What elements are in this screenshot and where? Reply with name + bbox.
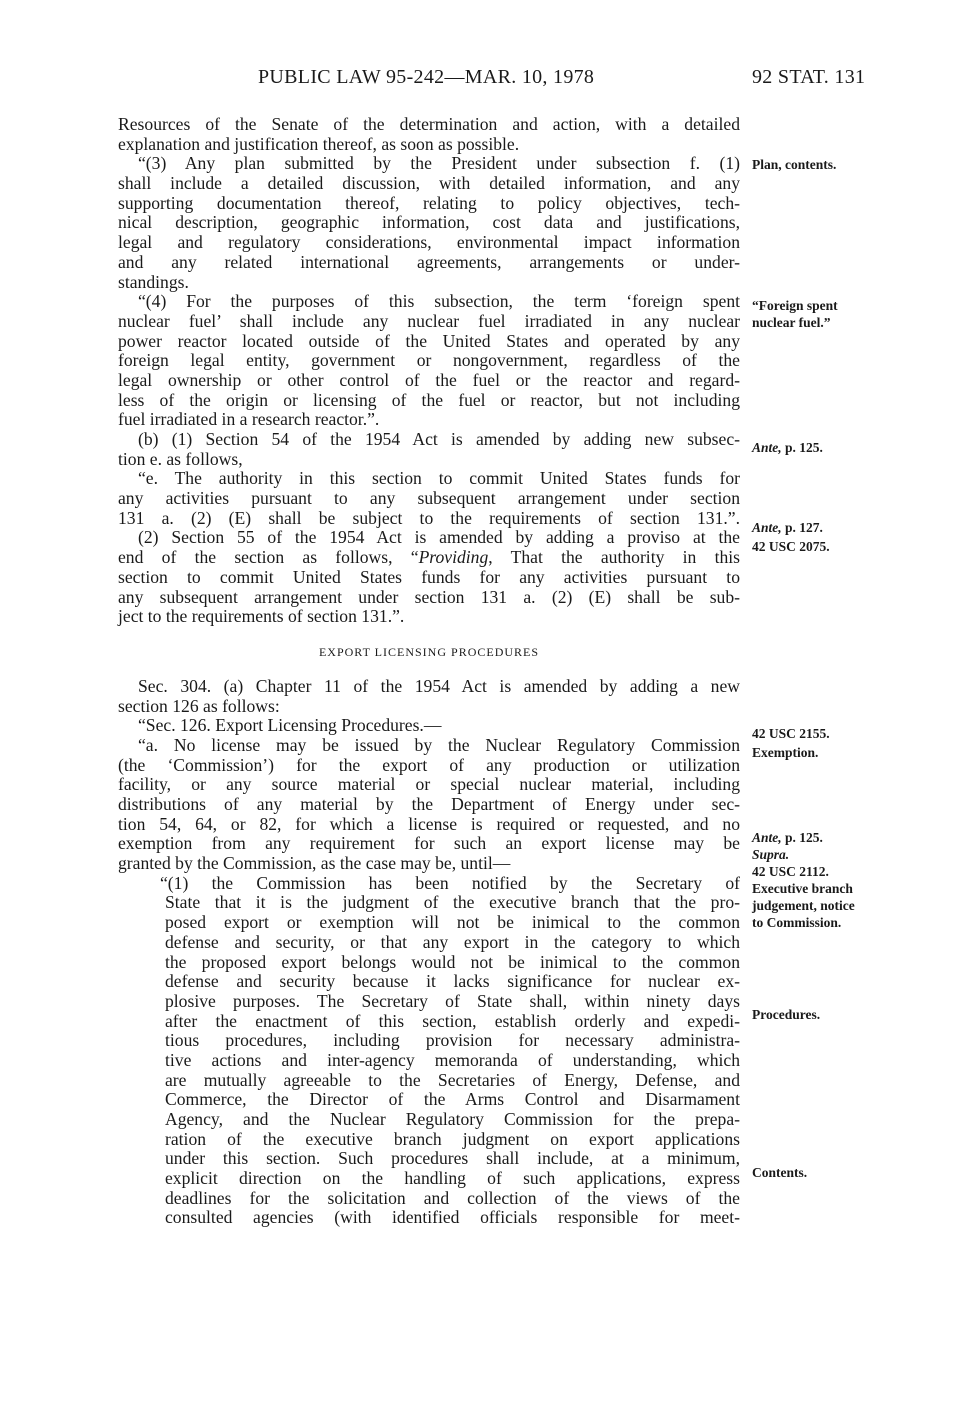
text-line: “(1) the Commission has been notified by the Secretary of <box>160 872 740 893</box>
text-line: 131 a. (2) (E) shall be subject to the requirements of section 131.”. <box>118 507 740 528</box>
text-line: any activities pursuant to any subsequent arrangement under section <box>118 488 740 509</box>
margin-note-executive-3: to Commission. <box>752 915 842 930</box>
text-line: power reactor located outside of the United States and operated by any <box>118 330 740 351</box>
margin-note-exemption: Exemption. <box>752 745 819 760</box>
margin-note-ante-page: p. 125. <box>781 830 823 845</box>
margin-note-usc-2075: 42 USC 2075. <box>752 539 830 554</box>
text-line: legal and regulatory considerations, environmental impact information <box>118 232 740 253</box>
text-line <box>118 548 740 568</box>
text-line: (the ‘Commission’) for the export of any production or utilization <box>118 754 740 775</box>
text-line: (2) Section 55 of the 1954 Act is amended by adding a proviso at the <box>138 527 740 548</box>
text-line: tious procedures, including provision for necessary administra- <box>165 1030 740 1051</box>
margin-note-foreign-spent-2: nuclear fuel.” <box>752 315 831 330</box>
margin-note-contents: Contents. <box>752 1165 808 1180</box>
text-line: after the enactment of this section, establish orderly and expedi- <box>165 1010 740 1031</box>
text-line: shall include a detailed discussion, with detailed information, and any <box>118 173 740 194</box>
text-line: section to commit United States funds for any activities pursuant to <box>118 566 740 587</box>
text-line: nical description, geographic information, cost data and justifications, <box>118 212 740 233</box>
text-line: Resources of the Senate of the determination and action, with a detailed <box>118 114 740 134</box>
text-line: nuclear fuel’ shall include any nuclear fuel irradiated in any nuclear <box>118 310 740 331</box>
text-line: any subsequent arrangement under section 131 a. (2) (E) shall be sub- <box>118 586 740 607</box>
text-line: tion 54, 64, or 82, for which a license is required or requested, and no <box>118 813 740 834</box>
margin-note-ante-page: p. 125. <box>781 440 823 455</box>
margin-note-ante-125-a <box>752 439 823 456</box>
margin-note-ante-125-b <box>752 829 823 846</box>
text-line: tive actions and inter-agency memoranda of understanding, which <box>165 1049 740 1070</box>
text-line: “(4) For the purposes of this subsection, the term ‘foreign spent <box>138 291 740 312</box>
text-line: exemption from any requirement for such an export license may be <box>118 833 740 854</box>
text-segment: , That the authority in this <box>488 547 740 568</box>
text-line: “a. No license may be issued by the Nuclear Regulatory Commission <box>138 734 740 755</box>
statute-text-body <box>118 115 740 1228</box>
text-line: defense and security because it lacks significance for nuclear ex- <box>165 971 740 992</box>
text-line: are mutually agreeable to the Secretaries of Energy, Defense, and <box>165 1069 740 1090</box>
text-line: consulted agencies (with identified officials responsible for meet- <box>165 1207 740 1228</box>
italic-term: Providing <box>418 547 489 568</box>
text-line: Commerce, the Director of the Arms Control and Disarmament <box>165 1089 740 1110</box>
text-line: State that it is the judgment of the executive branch that the pro- <box>165 892 740 913</box>
section-heading: EXPORT LICENSING PROCEDURES <box>318 644 540 659</box>
text-line: defense and security, or that any export in the category to which <box>165 931 740 952</box>
text-line: the proposed export belongs would not be inimical to the common <box>165 951 740 972</box>
text-line: deadlines for the solicitation and collection of the views of the <box>165 1187 740 1208</box>
margin-note-usc-2155: 42 USC 2155. <box>752 726 830 741</box>
text-line: distributions of any material by the Department of Energy under sec- <box>118 794 740 814</box>
text-line: less of the origin or licensing of the fuel or reactor, but not including <box>118 389 740 410</box>
text-line: Sec. 304. (a) Chapter 11 of the 1954 Act is amended by adding a new <box>138 675 740 696</box>
text-line: foreign legal entity, government or nongovernment, regardless of the <box>118 350 740 371</box>
text-line: “e. The authority in this section to commit United States funds for <box>138 468 740 489</box>
margin-note-supra: Supra. <box>752 847 790 862</box>
text-line: plosive purposes. The Secretary of State shall, within ninety days <box>165 990 740 1011</box>
text-line: and any related international agreements, arrangements or under- <box>118 251 740 272</box>
running-header-title: PUBLIC LAW 95-242—MAR. 10, 1978 <box>258 66 595 88</box>
text-line: standings. <box>118 271 189 292</box>
text-line: facility, or any source material or special nuclear material, including <box>118 774 740 795</box>
margin-note-executive-1: Executive branch <box>752 881 853 896</box>
page-statute-number: 92 STAT. 131 <box>752 66 866 88</box>
text-line: (b) (1) Section 54 of the 1954 Act is amended by adding new subsec- <box>138 429 740 449</box>
margin-note-executive-2: judgement, notice <box>752 898 855 913</box>
margin-note-foreign-spent-1: “Foreign spent <box>752 298 838 313</box>
margin-note-ante-page: p. 127. <box>781 520 823 535</box>
margin-note-ante-label: Ante, <box>752 520 782 535</box>
text-line: explicit direction on the handling of such applications, express <box>165 1168 740 1189</box>
text-line: tion e. as follows, <box>118 448 243 469</box>
text-segment: end of the section as follows, “ <box>118 547 419 568</box>
text-line: supporting documentation thereof, relating to policy objectives, tech- <box>118 192 740 213</box>
text-line: granted by the Commission, as the case may be, until— <box>118 853 511 874</box>
text-line: legal ownership or other control of the fuel or the reactor and regard- <box>118 369 740 390</box>
text-line: explanation and justification thereof, as soon as possible. <box>118 133 520 154</box>
margin-note-plan-contents: Plan, contents. <box>752 157 837 172</box>
margin-note-usc-2112: 42 USC 2112. <box>752 864 829 879</box>
text-line: “(3) Any plan submitted by the President under subsection f. (1) <box>138 153 740 174</box>
margin-note-procedures: Procedures. <box>752 1007 821 1022</box>
text-line: fuel irradiated in a research reactor.”. <box>118 409 380 430</box>
text-line: posed export or exemption will not be inimical to the common <box>165 912 740 933</box>
text-line: under this section. Such procedures shall include, at a minimum, <box>165 1148 740 1169</box>
text-line: section 126 as follows: <box>118 695 280 716</box>
margin-note-ante-label: Ante, <box>752 830 782 845</box>
text-line: Agency, and the Nuclear Regulatory Commission for the prepa- <box>165 1109 740 1129</box>
margin-note-ante-label: Ante, <box>752 440 782 455</box>
margin-note-ante-127 <box>752 519 823 536</box>
text-line: “Sec. 126. Export Licensing Procedures.— <box>138 715 442 736</box>
text-line: ration of the executive branch judgment on export applications <box>165 1128 740 1149</box>
text-line: ject to the requirements of section 131.”. <box>118 606 405 627</box>
